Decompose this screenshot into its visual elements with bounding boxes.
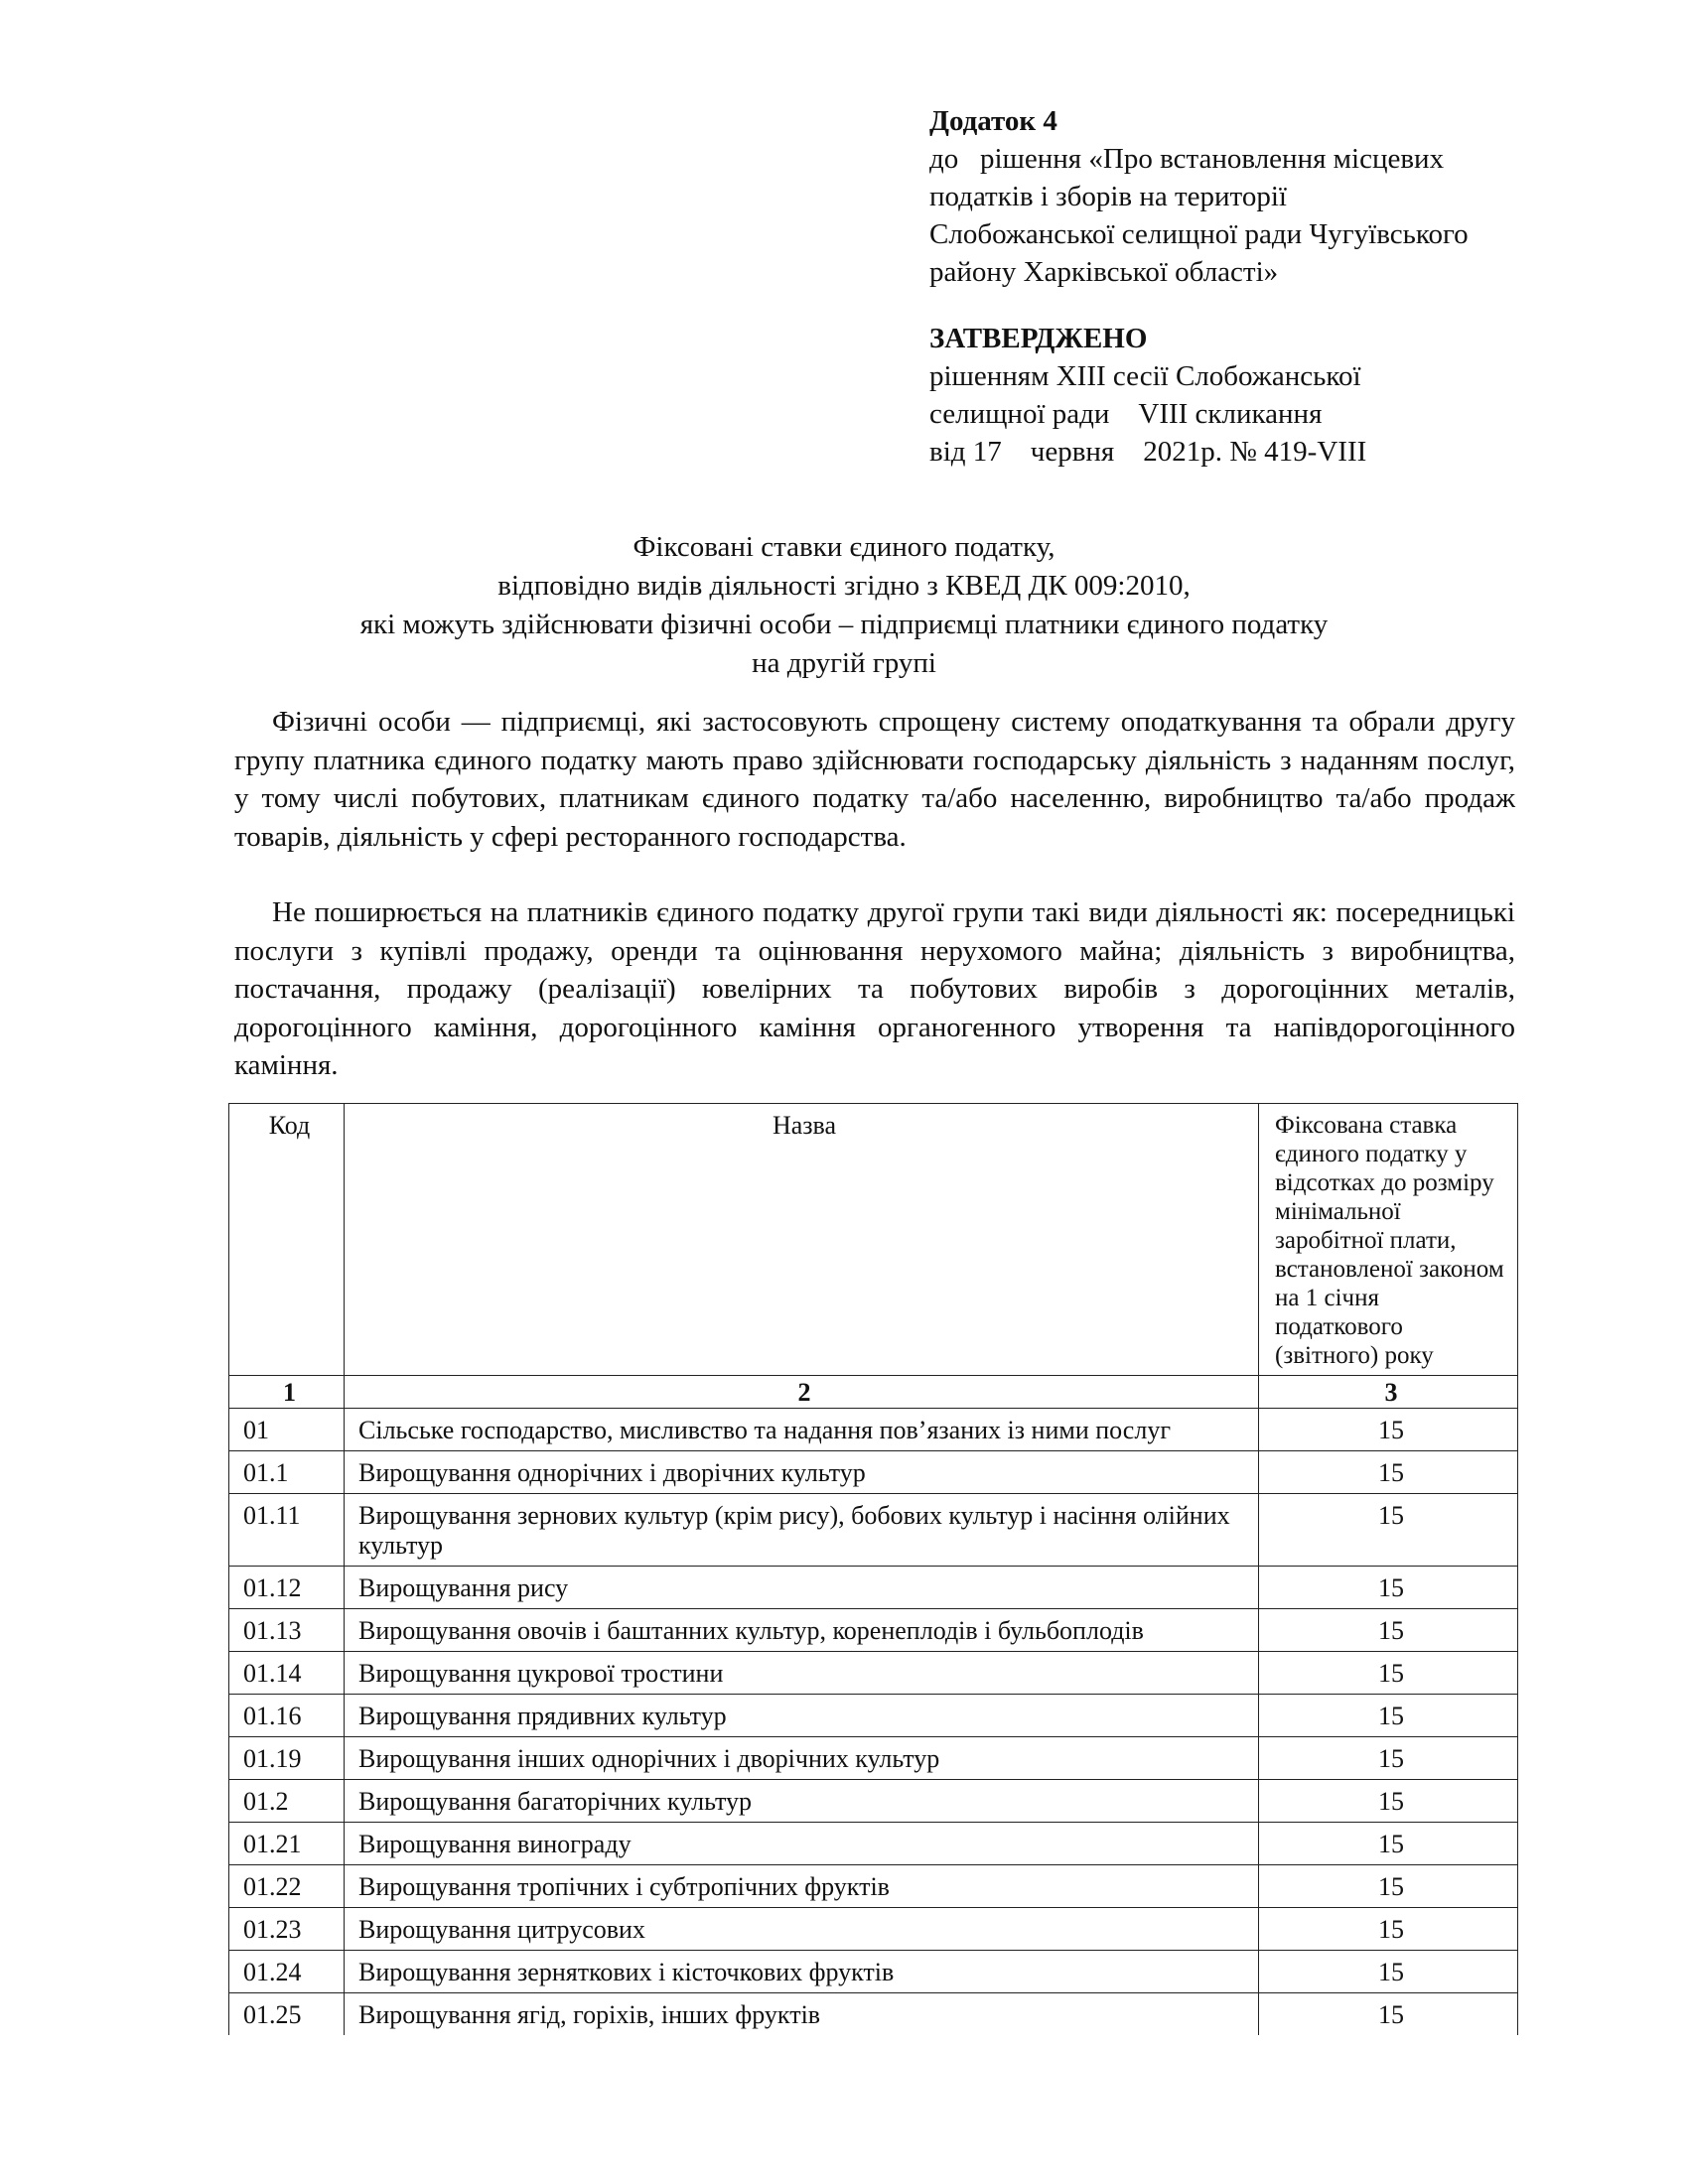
- row-code: 01.13: [229, 1609, 345, 1652]
- row-rate: 15: [1259, 1823, 1518, 1865]
- row-name: Вирощування овочів і баштанних культур, коренеплодів і бульбоплодів: [345, 1609, 1259, 1652]
- row-rate: 15: [1259, 1567, 1518, 1609]
- row-rate: 15: [1259, 1908, 1518, 1951]
- approval-block: [929, 320, 1615, 471]
- row-name: Вирощування цукрової тростини: [345, 1652, 1259, 1695]
- addendum-line: до рішення «Про встановлення місцевих: [929, 143, 1445, 175]
- column-number: 1: [229, 1376, 345, 1409]
- row-code: 01.11: [229, 1494, 345, 1567]
- row-code: 01.21: [229, 1823, 345, 1865]
- row-code: 01.22: [229, 1865, 345, 1908]
- row-name: Вирощування рису: [345, 1567, 1259, 1609]
- table-body: [229, 1409, 1518, 2036]
- table-row: [229, 1993, 1518, 2036]
- table-row: [229, 1823, 1518, 1865]
- document-title-line: відповідно видів діяльності згідно з КВЕД ДК 009:2010,: [497, 570, 1191, 602]
- row-code: 01.12: [229, 1567, 345, 1609]
- table-row: [229, 1409, 1518, 1451]
- row-name: Вирощування тропічних і субтропічних фруктів: [345, 1865, 1259, 1908]
- row-rate: 15: [1259, 1494, 1518, 1567]
- table-row: [229, 1908, 1518, 1951]
- row-code: 01.1: [229, 1451, 345, 1494]
- row-name: Вирощування прядивних культур: [345, 1695, 1259, 1737]
- row-rate: 15: [1259, 1993, 1518, 2036]
- document-title-line: які можуть здійснювати фізичні особи – підприємці платники єдиного податку: [359, 609, 1329, 640]
- addendum-block: [929, 102, 1615, 291]
- addendum-title: Додаток 4: [929, 105, 1057, 137]
- row-name: Вирощування зернових культур (крім рису), бобових культур і насіння олійних культур: [345, 1494, 1259, 1567]
- column-number: 3: [1259, 1376, 1518, 1409]
- intro-paragraph: Фізичні особи — підприємці, які застосовують спрощену систему оподаткування та обрали другу групу платника єдиного податку мають право здійснювати господарську діяльність з наданням послуг, у тому числі побутових, платникам єдиного податку та/або населенню, виробництво та/або продаж товарів, діяльність у сфері ресторанного господарства.: [234, 706, 1515, 853]
- row-name: Вирощування цитрусових: [345, 1908, 1259, 1951]
- row-rate: 15: [1259, 1652, 1518, 1695]
- row-code: 01.14: [229, 1652, 345, 1695]
- approval-line: рішенням ХІІІ сесії Слобожанської: [929, 360, 1361, 392]
- row-name: Вирощування зерняткових і кісточкових фруктів: [345, 1951, 1259, 1993]
- row-rate: 15: [1259, 1737, 1518, 1780]
- header-name: Назва: [345, 1104, 1259, 1376]
- row-name: Сільське господарство, мисливство та надання пов’язаних із ними послуг: [345, 1409, 1259, 1451]
- document-title: [0, 528, 1688, 683]
- row-code: 01.24: [229, 1951, 345, 1993]
- table-row: [229, 1567, 1518, 1609]
- row-rate: 15: [1259, 1951, 1518, 1993]
- addendum-line: Слобожанської селищної ради Чугуївського: [929, 218, 1469, 250]
- rates-table: [228, 1103, 1518, 2035]
- row-code: 01: [229, 1409, 345, 1451]
- header-code: Код: [229, 1104, 345, 1376]
- table-row: [229, 1451, 1518, 1494]
- row-code: 01.16: [229, 1695, 345, 1737]
- row-rate: 15: [1259, 1609, 1518, 1652]
- table-row: [229, 1951, 1518, 1993]
- row-name: Вирощування винограду: [345, 1823, 1259, 1865]
- row-rate: 15: [1259, 1780, 1518, 1823]
- approval-line: селищної ради VIII скликання: [929, 398, 1323, 430]
- row-code: 01.25: [229, 1993, 345, 2036]
- table-row: [229, 1494, 1518, 1567]
- addendum-line: податків і зборів на території: [929, 181, 1287, 212]
- document-title-line: на другій групі: [752, 647, 936, 679]
- table-row: [229, 1609, 1518, 1652]
- table-row: [229, 1780, 1518, 1823]
- table-row: [229, 1865, 1518, 1908]
- table-header-row: [229, 1104, 1518, 1376]
- header-rate: Фіксована ставка єдиного податку у відсотках до розміру мінімальної заробітної плати, встановленої законом на 1 січня податкового (звітного) року: [1259, 1104, 1518, 1376]
- table-row: [229, 1737, 1518, 1780]
- row-code: 01.2: [229, 1780, 345, 1823]
- approval-title: ЗАТВЕРДЖЕНО: [929, 323, 1148, 354]
- table-row: [229, 1695, 1518, 1737]
- column-number: 2: [345, 1376, 1259, 1409]
- addendum-line: району Харківської області»: [929, 256, 1279, 288]
- document-title-line: Фіксовані ставки єдиного податку,: [633, 531, 1055, 563]
- row-name: Вирощування однорічних і дворічних культур: [345, 1451, 1259, 1494]
- row-code: 01.23: [229, 1908, 345, 1951]
- row-rate: 15: [1259, 1865, 1518, 1908]
- approval-line: від 17 червня 2021р. № 419-VIII: [929, 436, 1367, 468]
- column-number-row: [229, 1376, 1518, 1409]
- row-name: Вирощування багаторічних культур: [345, 1780, 1259, 1823]
- table-row: [229, 1652, 1518, 1695]
- row-rate: 15: [1259, 1695, 1518, 1737]
- exclusions-paragraph: Не поширюється на платників єдиного податку другої групи такі види діяльності як: посередницькі послуги з купівлі продажу, оренди та оцінювання нерухомого майна; діяльність з виробництва, постачання, продажу (реалізації) ювелірних та побутових виробів з дорогоцінних металів, дорогоцінного каміння, дорогоцінного каміння органогенного утворення та напівдорогоцінного каміння.: [234, 896, 1515, 1081]
- row-rate: 15: [1259, 1409, 1518, 1451]
- row-name: Вирощування інших однорічних і дворічних культур: [345, 1737, 1259, 1780]
- row-rate: 15: [1259, 1451, 1518, 1494]
- row-code: 01.19: [229, 1737, 345, 1780]
- row-name: Вирощування ягід, горіхів, інших фруктів: [345, 1993, 1259, 2036]
